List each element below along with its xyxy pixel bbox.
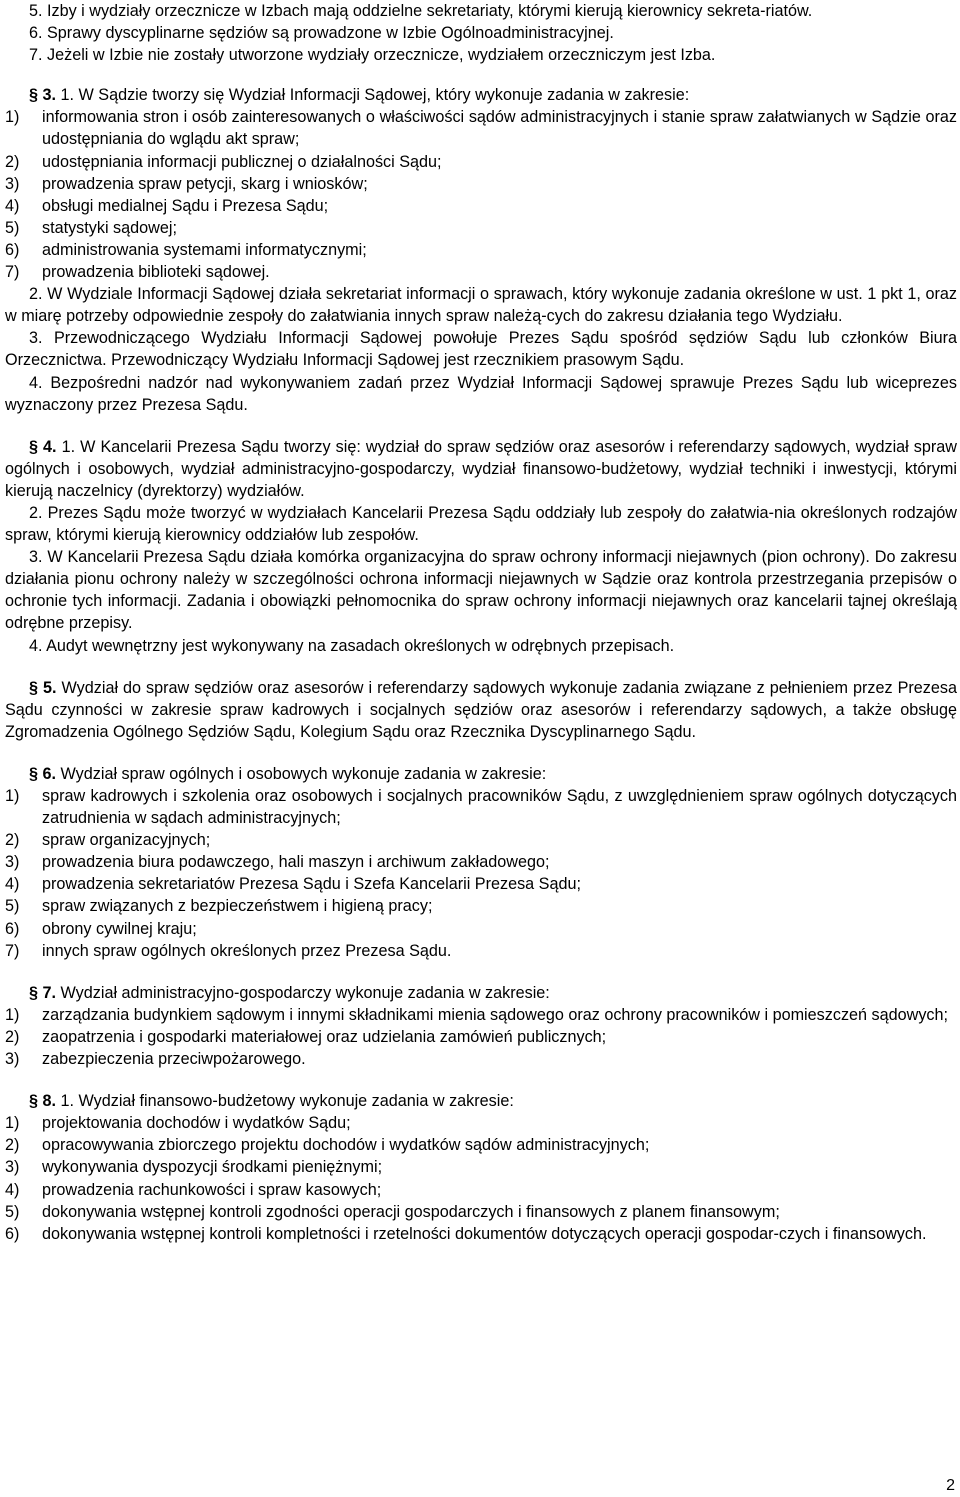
list-item-number: 4) xyxy=(5,875,20,894)
list-item-text: prowadzenia biblioteki sądowej. xyxy=(42,263,270,282)
section-3-paragraph-1 xyxy=(5,84,957,106)
list-item-text: prowadzenia sekretariatów Prezesa Sądu i Szefa Kancelarii Prezesa Sądu; xyxy=(42,875,581,894)
list-item-text: statystyki sądowej; xyxy=(42,218,177,237)
paragraph-5: 5. Izby i wydziały orzecznicze w Izbach mają oddzielne sekretariaty, którymi kierują kierownicy sekreta-riatów. xyxy=(29,2,813,20)
section-7-number: § 7. xyxy=(29,983,57,1002)
section-4-paragraph-2: 2. Prezes Sądu może tworzyć w wydziałach Kancelarii Prezesa Sądu oddziały lub zespoły do załatwia-nia określonych rodzajów spraw, którymi kierują kierownicy oddziałów lub zespołów. xyxy=(5,503,957,545)
list-item-text: informowania stron i osób zainteresowanych o właściwości sądów administracyjnych i stanie spraw załatwianych w Sądzie oraz udostępniania do wglądu akt spraw; xyxy=(42,108,957,149)
list-item xyxy=(5,195,957,217)
list-item-number: 2) xyxy=(5,1136,20,1155)
list-item-number: 7) xyxy=(5,263,20,282)
list-item-text: prowadzenia biura podawczego, hali maszyn i archiwum zakładowego; xyxy=(42,853,550,872)
section-8-number: § 8. xyxy=(29,1092,57,1111)
list-item xyxy=(5,851,957,873)
section-4-number: § 4. xyxy=(29,437,57,456)
list-item xyxy=(5,1201,957,1223)
list-item xyxy=(5,940,957,962)
paragraph-6: 6. Sprawy dyscyplinarne sędziów są prowadzone w Izbie Ogólnoadministracyjnej. xyxy=(29,24,614,43)
list-item xyxy=(5,1134,957,1156)
list-item xyxy=(5,895,957,917)
list-item-text: innych spraw ogólnych określonych przez Prezesa Sądu. xyxy=(42,941,452,960)
list-item xyxy=(5,1179,957,1201)
section-6-number: § 6. xyxy=(29,764,57,783)
list-item-number: 5) xyxy=(5,218,20,237)
section-7-text: Wydział administracyjno-gospodarczy wykonuje zadania w zakresie: xyxy=(60,983,550,1002)
list-item xyxy=(5,151,957,173)
list-item-text: zabezpieczenia przeciwpożarowego. xyxy=(42,1050,306,1069)
list-item-text: administrowania systemami informatycznymi; xyxy=(42,240,367,259)
list-item xyxy=(5,1004,957,1026)
list-item-number: 1) xyxy=(5,1114,20,1133)
section-3-paragraph-2: 2. W Wydziale Informacji Sądowej działa sekretariat informacji o sprawach, który wykonuje zadania określone w ust. 1 pkt 1, oraz w miarę potrzeby odpowiednie zespoły do załatwiania innych spraw należą-cych do zakresu działania tego Wydziału. xyxy=(5,285,957,326)
list-item-text: zaopatrzenia i gospodarki materiałowej oraz udzielania zamówień publicznych; xyxy=(42,1027,607,1046)
section-7-paragraph xyxy=(5,982,957,1004)
list-item-number: 1) xyxy=(5,1005,20,1024)
list-item-text: zarządzania budynkiem sądowym i innymi składnikami mienia sądowego oraz ochrony pracowników i pomieszczeń sądowych; xyxy=(42,1005,949,1024)
list-item-number: 6) xyxy=(5,919,20,938)
document-page xyxy=(5,0,957,1245)
list-item-number: 4) xyxy=(5,196,20,215)
list-item-text: spraw kadrowych i szkolenia oraz osobowych i socjalnych pracowników Sądu, z uwzględnieniem spraw ogólnych dotyczących zatrudnienia w sądach administracyjnych; xyxy=(42,787,957,828)
list-item-number: 1) xyxy=(5,787,20,805)
list-item-number: 4) xyxy=(5,1180,20,1199)
section-5-paragraph xyxy=(5,677,957,743)
section-8-paragraph xyxy=(5,1090,957,1112)
list-item-text: prowadzenia spraw petycji, skarg i wniosków; xyxy=(42,174,368,193)
list-item xyxy=(5,918,957,940)
list-item-number: 2) xyxy=(5,152,20,171)
list-item xyxy=(5,173,957,195)
section-3-p1-text: 1. W Sądzie tworzy się Wydział Informacji Sądowej, który wykonuje zadania w zakresie: xyxy=(60,86,690,105)
section-8-text: 1. Wydział finansowo-budżetowy wykonuje zadania w zakresie: xyxy=(60,1092,514,1111)
section-5-number: § 5. xyxy=(29,678,57,697)
list-item-text: dokonywania wstępnej kontroli zgodności operacji gospodarczych i finansowych z planem finansowym; xyxy=(42,1202,780,1221)
list-item-text: obsługi medialnej Sądu i Prezesa Sądu; xyxy=(42,196,329,215)
list-item-number: 2) xyxy=(5,831,20,850)
list-item xyxy=(5,217,957,239)
section-3-paragraph-3: 3. Przewodniczącego Wydziału Informacji Sądowej powołuje Prezes Sądu spośród sędziów Sądu lub członków Biura Orzecznictwa. Przewodniczący Wydziału Informacji Sądowej jest rzecznikiem prasowym Sądu. xyxy=(5,329,957,370)
list-item-number: 3) xyxy=(5,1158,20,1177)
list-item-text: prowadzenia rachunkowości i spraw kasowych; xyxy=(42,1180,382,1199)
list-item-number: 6) xyxy=(5,240,20,259)
section-4-paragraph-1 xyxy=(5,436,957,502)
list-item-number: 1) xyxy=(5,108,20,127)
list-item-text: projektowania dochodów i wydatków Sądu; xyxy=(42,1114,351,1133)
list-item xyxy=(5,1223,957,1245)
list-item xyxy=(5,1112,957,1134)
section-7-list xyxy=(5,1004,957,1070)
list-item-number: 3) xyxy=(5,853,20,872)
paragraph-7: 7. Jeżeli w Izbie nie zostały utworzone wydziały orzecznicze, wydziałem orzeczniczym jest Izba. xyxy=(29,46,716,65)
list-item xyxy=(5,239,957,261)
list-item xyxy=(5,873,957,895)
section-3-paragraph-4: 4. Bezpośredni nadzór nad wykonywaniem zadań przez Wydział Informacji Sądowej sprawuje Prezes Sądu lub wiceprezes wyznaczony przez Prezesa Sądu. xyxy=(5,373,957,414)
list-item-text: obrony cywilnej kraju; xyxy=(42,919,197,938)
section-3-number: § 3. xyxy=(29,86,57,105)
section-6-list xyxy=(5,785,957,962)
list-item-number: 2) xyxy=(5,1027,20,1046)
list-item-text: dokonywania wstępnej kontroli kompletności i rzetelności dokumentów dotyczących operacji gospodar-czych i finansowych. xyxy=(42,1224,927,1243)
section-4-paragraph-4: 4. Audyt wewnętrzny jest wykonywany na zasadach określonych w odrębnych przepisach. xyxy=(29,636,675,655)
list-item-text: udostępniania informacji publicznej o działalności Sądu; xyxy=(42,152,442,171)
page-number: 2 xyxy=(946,1477,955,1494)
section-4-paragraph-3: 3. W Kancelarii Prezesa Sądu działa komórka organizacyjna do spraw ochrony informacji niejawnych (pion ochrony). Do zakresu działania pionu ochrony należy w szczególności ochrona informacji niejawnych w Sądzie oraz kontrola przestrzegania przepisów o ochronie tych informacji. Zadania i obowiązki pełnomocnika do spraw ochrony informacji niejawnych oraz kancelarii tajnej określają odrębne przepisy. xyxy=(5,548,957,633)
list-item-number: 5) xyxy=(5,897,20,916)
list-item-text: spraw związanych z bezpieczeństwem i higieną pracy; xyxy=(42,897,433,916)
list-item-number: 3) xyxy=(5,1050,20,1069)
list-item xyxy=(5,261,957,283)
list-item-number: 5) xyxy=(5,1202,20,1221)
list-item-text: opracowywania zbiorczego projektu dochodów i wydatków sądów administracyjnych; xyxy=(42,1136,650,1155)
list-item xyxy=(5,1156,957,1178)
list-item-text: spraw organizacyjnych; xyxy=(42,831,211,850)
section-3-list xyxy=(5,106,957,283)
list-item xyxy=(5,1048,957,1070)
section-5-text: Wydział do spraw sędziów oraz asesorów i referendarzy sądowych wykonuje zadania związane z pełnieniem przez Prezesa Sądu czynności w zakresie spraw kadrowych i socjalnych sędziów oraz asesorów i referendarzy sądowych, a także obsługę Zgromadzenia Ogólnego Sędziów Sądu, Kolegium Sądu oraz Rzecznika Dyscyplinarnego Sądu. xyxy=(5,678,957,741)
list-item-number: 3) xyxy=(5,174,20,193)
section-6-paragraph xyxy=(5,763,957,785)
list-item-number: 7) xyxy=(5,941,20,960)
section-4-p1-text: 1. W Kancelarii Prezesa Sądu tworzy się: wydział do spraw sędziów oraz asesorów i referendarzy sądowych, wydział spraw ogólnych i osobowych, wydział administracyjno-gospodarczy, wydział finansowo-budżetowy, wydział techniki i inwestycji, którymi kierują naczelnicy (dyrektorzy) wydziałów. xyxy=(5,437,957,500)
section-8-list xyxy=(5,1112,957,1245)
section-6-text: Wydział spraw ogólnych i osobowych wykonuje zadania w zakresie: xyxy=(60,764,547,783)
list-item xyxy=(5,785,957,829)
list-item xyxy=(5,106,957,150)
list-item-number: 6) xyxy=(5,1224,20,1243)
list-item xyxy=(5,1026,957,1048)
list-item xyxy=(5,829,957,851)
list-item-text: wykonywania dyspozycji środkami pieniężnymi; xyxy=(42,1158,383,1177)
